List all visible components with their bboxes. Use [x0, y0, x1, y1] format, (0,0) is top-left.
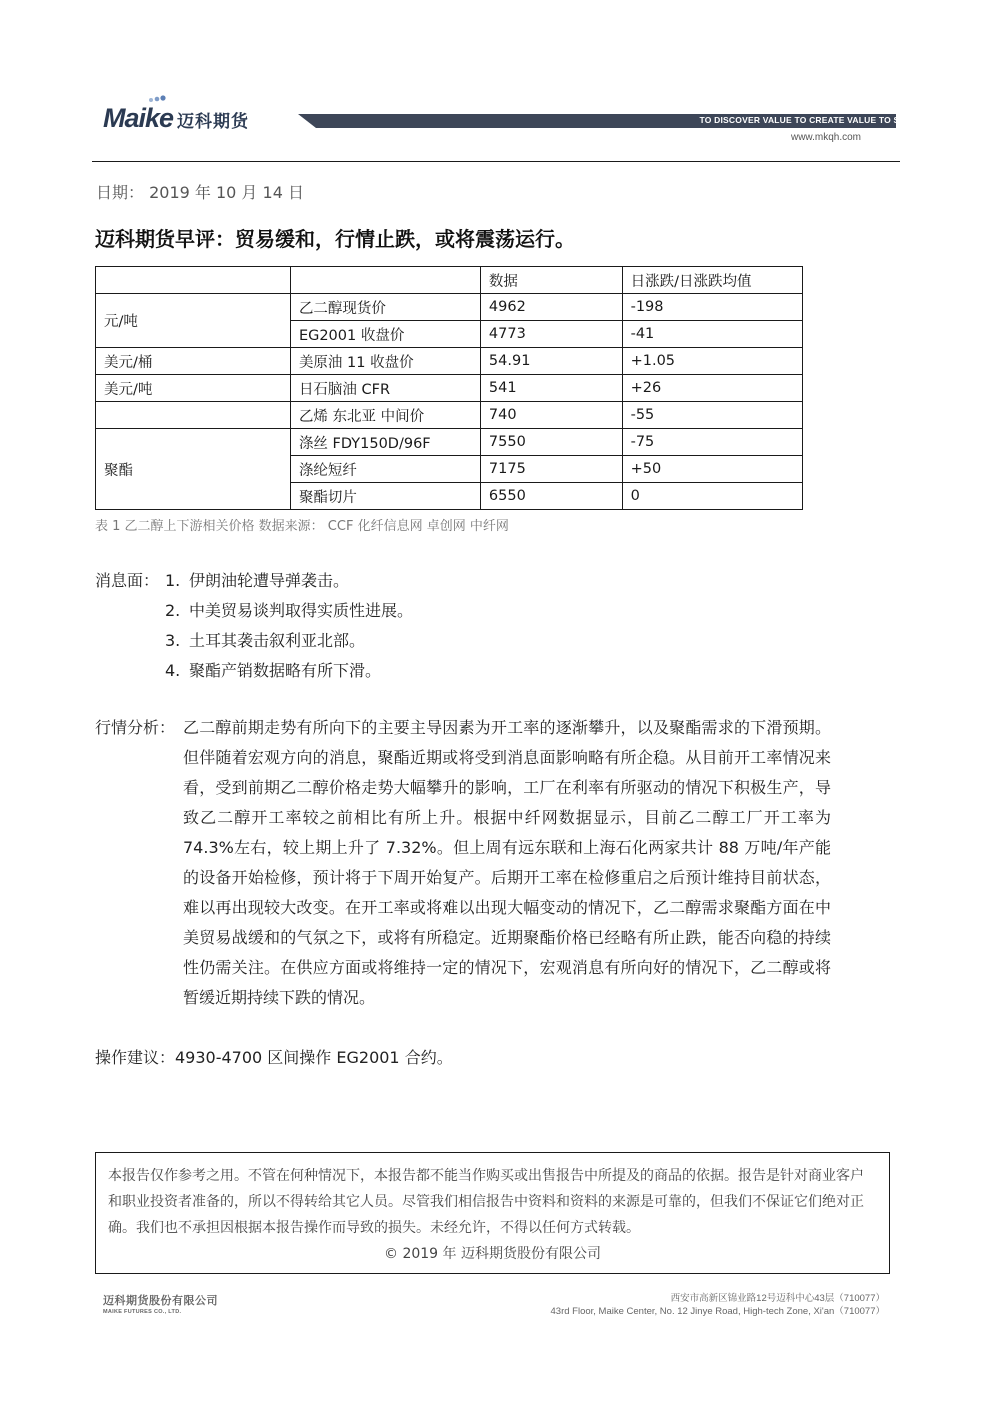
table-row	[96, 429, 803, 456]
item-number: 1.	[165, 571, 181, 590]
company-logo	[103, 103, 249, 131]
list-item	[165, 566, 665, 596]
change-cell: -75	[622, 429, 802, 456]
logo-wordmark: Maike	[103, 103, 174, 133]
item-cell: 乙二醇现货价	[290, 294, 480, 321]
item-text: 聚酯产销数据略有所下滑。	[189, 661, 382, 680]
change-cell: +26	[622, 375, 802, 402]
table-header-cell: 日涨跌/日涨跌均值	[622, 267, 802, 294]
unit-cell	[96, 402, 291, 429]
analysis-label: 行情分析：	[95, 718, 176, 737]
item-cell: 涤丝 FDY150D/96F	[290, 429, 480, 456]
value-cell: 740	[480, 402, 622, 429]
footer-company-cn: 迈科期货股份有限公司	[103, 1294, 218, 1307]
unit-cell: 美元/吨	[96, 375, 291, 402]
table-row	[96, 348, 803, 375]
item-text: 土耳其袭击叙利亚北部。	[189, 631, 366, 650]
analysis-body: 乙二醇前期走势有所向下的主要主导因素为开工率的逐渐攀升，以及聚酯需求的下滑预期。但伴随着宏观方向的消息，聚酯近期或将受到消息面影响略有所企稳。从目前开工率情况来看，受到前期乙二醇价格走势大幅攀升的影响，工厂在利率有所驱动的情况下积极生产，导致乙二醇开工率较之前相比有所上升。根据中纤网数据显示，目前乙二醇工厂开工率为 74.3%左右，较上期上升了 7.32%。但上周有远东联和上海石化两家共计 88 万吨/年产能的设备开始检修，预计将于下周开始复产。后期开工率在检修重启之后预计维持目前状态，难以再出现较大改变。在开工率或将难以出现大幅变动的情况下，乙二醇需求聚酯方面在中美贸易战缓和的气氛之下，或将有所稳定。近期聚酯价格已经略有所止跌，能否向稳的持续性仍需关注。在供应方面或将维持一定的情况下，宏观消息有所向好的情况下，乙二醇或将暂缓近期持续下跌的情况。	[183, 718, 831, 1007]
footer-company	[103, 1292, 218, 1315]
value-cell: 541	[480, 375, 622, 402]
copyright: © 2019 年 迈科期货股份有限公司	[384, 1246, 601, 1262]
list-item	[165, 596, 665, 626]
value-cell: 7550	[480, 429, 622, 456]
table-caption: 表 1 乙二醇上下游相关价格 数据来源： CCF 化纤信息网 卓创网 中纤网	[95, 519, 509, 534]
trading-advice: 操作建议：4930-4700 区间操作 EG2001 合约。	[95, 1048, 453, 1067]
change-cell: -198	[622, 294, 802, 321]
change-cell: 0	[622, 483, 802, 510]
item-cell: 聚酯切片	[290, 483, 480, 510]
item-number: 3.	[165, 631, 181, 650]
list-item	[165, 626, 665, 656]
value-cell: 4773	[480, 321, 622, 348]
change-cell: +50	[622, 456, 802, 483]
table-header-cell: 数据	[480, 267, 622, 294]
table-header-cell	[96, 267, 291, 294]
value-cell: 4962	[480, 294, 622, 321]
report-date: 日期： 2019 年 10 月 14 日	[96, 183, 304, 202]
disclaimer-box	[95, 1152, 890, 1274]
value-cell: 7175	[480, 456, 622, 483]
header-divider	[92, 161, 900, 162]
website-url[interactable]: www.mkqh.com	[790, 132, 861, 143]
report-title: 迈科期货早评：贸易缓和，行情止跌，或将震荡运行。	[95, 227, 575, 251]
item-cell: 美原油 11 收盘价	[290, 348, 480, 375]
table-header-row	[96, 267, 803, 294]
table-row	[96, 375, 803, 402]
change-cell: -55	[622, 402, 802, 429]
footer-address	[551, 1292, 886, 1318]
item-cell: EG2001 收盘价	[290, 321, 480, 348]
table-row	[96, 294, 803, 321]
item-text: 伊朗油轮遭导弹袭击。	[189, 571, 350, 590]
unit-cell: 美元/桶	[96, 348, 291, 375]
list-item	[165, 656, 665, 686]
unit-cell: 元/吨	[96, 294, 291, 348]
change-cell: -41	[622, 321, 802, 348]
footer-address-cn: 西安市高新区锦业路12号迈科中心43层（710077）	[670, 1293, 885, 1304]
news-label: 消息面：	[95, 571, 160, 590]
news-list	[165, 566, 665, 686]
item-cell: 涤纶短纤	[290, 456, 480, 483]
logo-chinese-name: 迈科期货	[177, 112, 250, 132]
slogan: TO DISCOVER VALUE TO CREATE VALUE TO SHARE VALUE	[699, 115, 956, 125]
item-number: 4.	[165, 661, 181, 680]
change-cell: +1.05	[622, 348, 802, 375]
table-header-cell	[290, 267, 480, 294]
price-table	[95, 266, 803, 510]
disclaimer-text: 本报告仅作参考之用。不管在何种情况下，本报告都不能当作购买或出售报告中所提及的商品的依据。报告是针对商业客户和职业投资者准备的，所以不得转给其它人员。尽管我们相信报告中资料和资料的来源是可靠的，但我们不保证它们绝对正确。我们也不承担因根据本报告操作而导致的损失。未经允许，不得以任何方式转载。	[108, 1168, 864, 1236]
value-cell: 6550	[480, 483, 622, 510]
item-number: 2.	[165, 601, 181, 620]
item-text: 中美贸易谈判取得实质性进展。	[189, 601, 414, 620]
footer-address-en: 43rd Floor, Maike Center, No. 12 Jinye Road, High-tech Zone, Xi'an（710077）	[550, 1306, 885, 1317]
logo-dots-icon	[148, 95, 168, 103]
item-cell: 日石脑油 CFR	[290, 375, 480, 402]
table-row	[96, 402, 803, 429]
item-cell: 乙烯 东北亚 中间价	[290, 402, 480, 429]
value-cell: 54.91	[480, 348, 622, 375]
report-header	[0, 0, 992, 165]
unit-cell: 聚酯	[96, 429, 291, 510]
footer-company-en: MAIKE FUTURES CO., LTD.	[103, 1309, 182, 1315]
